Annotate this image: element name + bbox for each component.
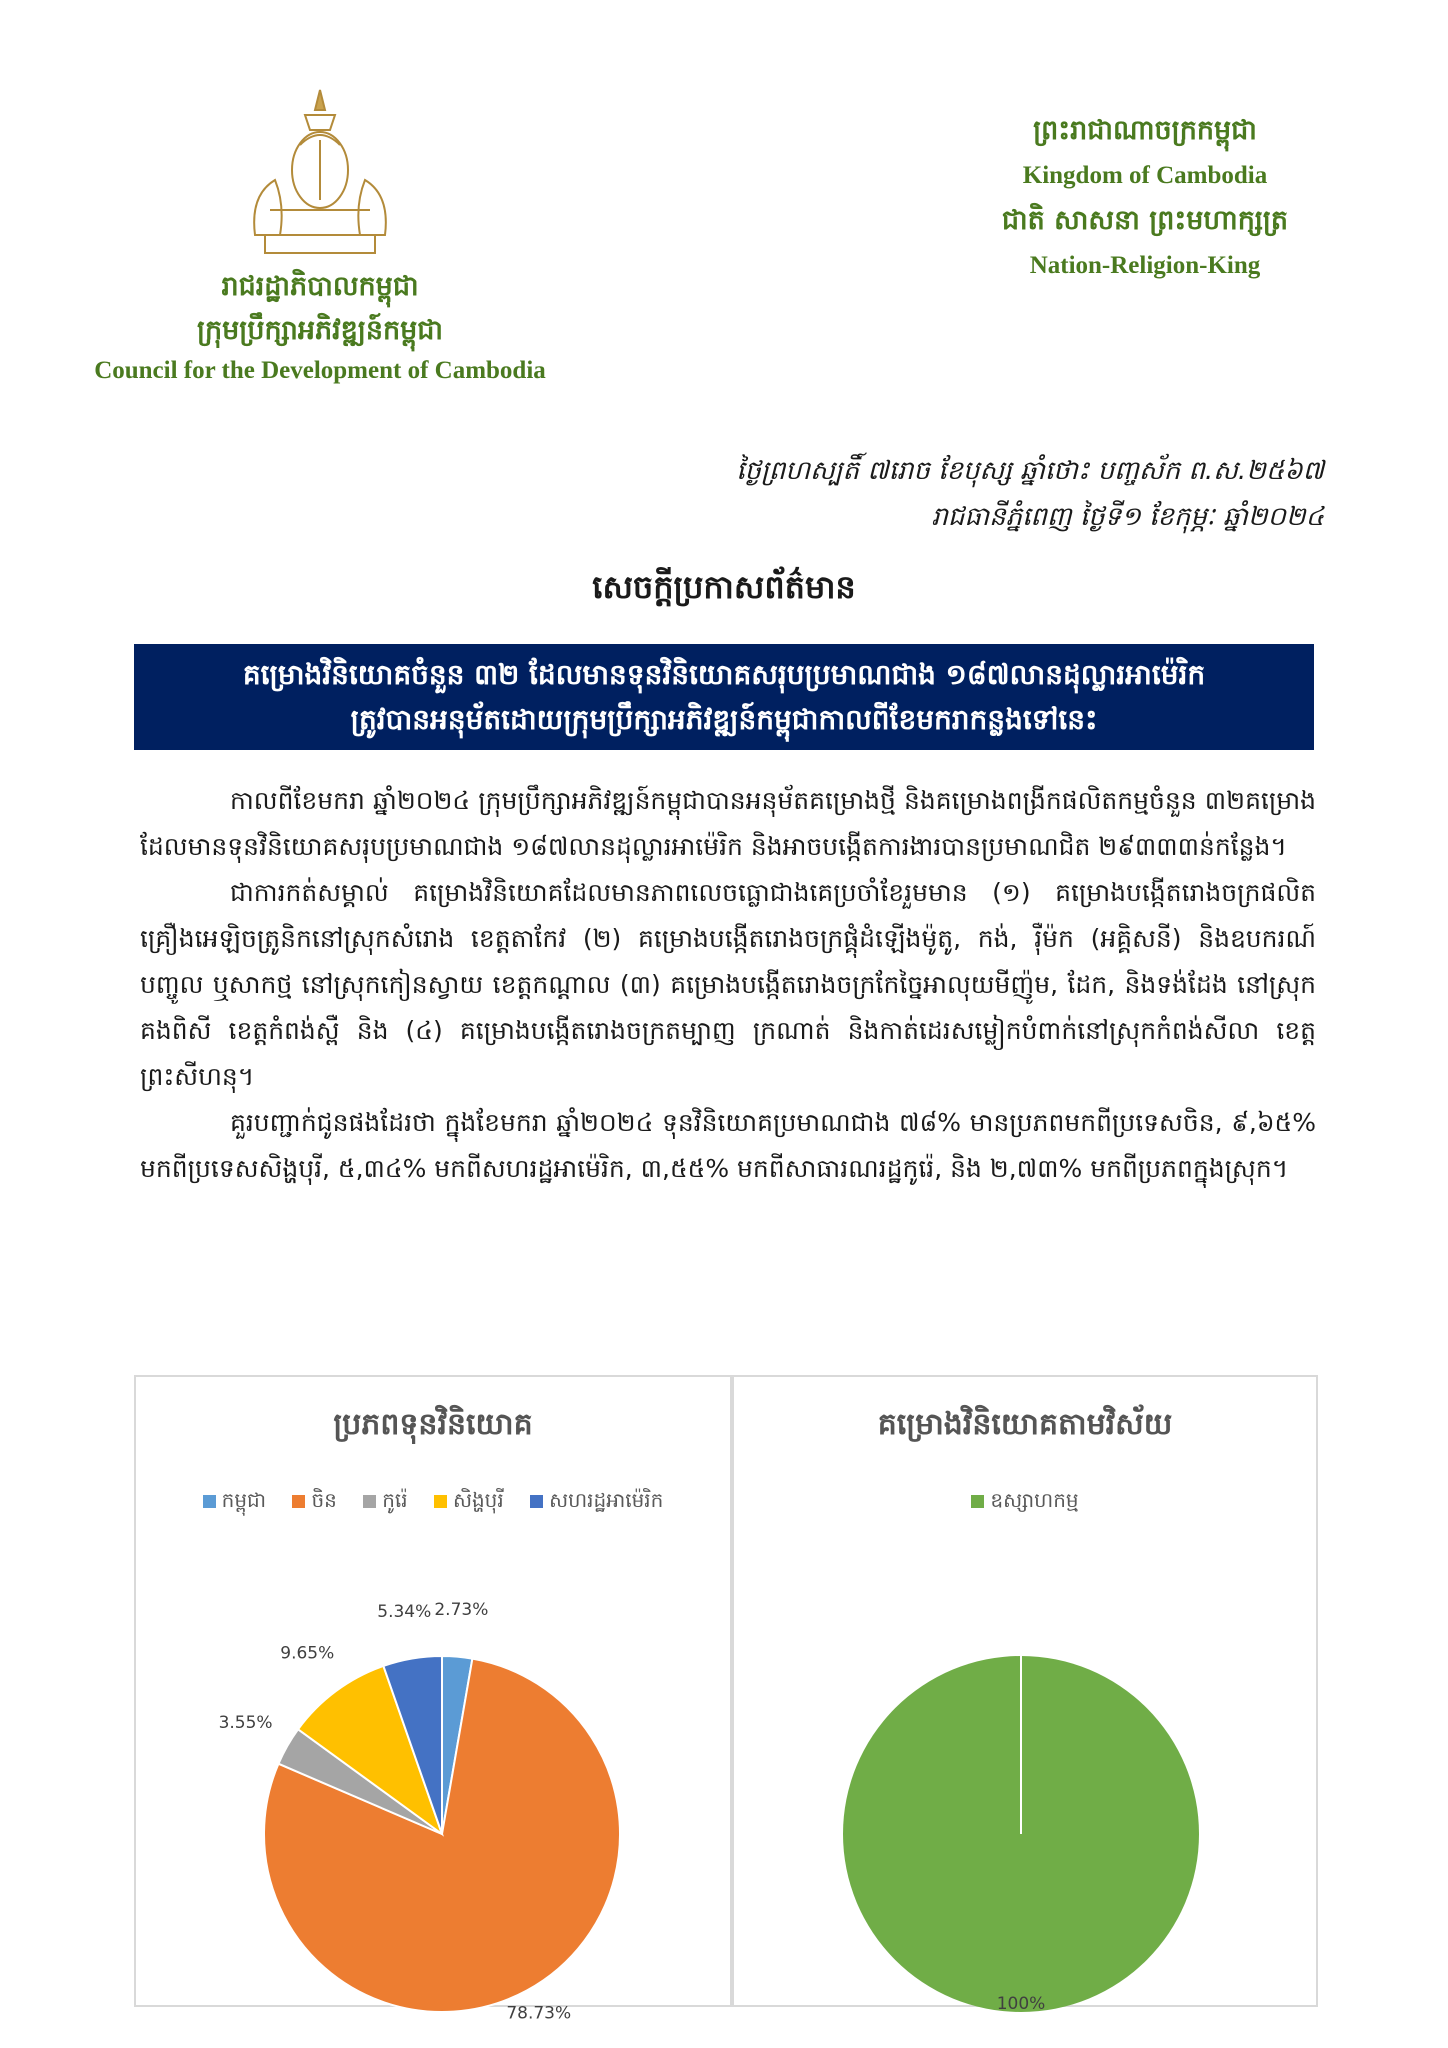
pie-data-label: 9.65% xyxy=(280,1643,335,1664)
chart-title: គម្រោងវិនិយោគតាមវិស័យ xyxy=(877,1407,1173,1442)
lunar-date: ថ្ងៃព្រហស្បតិ៍ ៧រោច ខែបុស្ស ឆ្នាំថោះ បញ្ចស័ក ព.ស.២៥៦៧ xyxy=(736,456,1324,486)
pie-data-label: 100% xyxy=(996,1994,1046,2015)
pie-data-label: 3.55% xyxy=(218,1713,273,1734)
chart-title: ប្រភពទុនវិនិយោគ xyxy=(333,1407,533,1442)
pie-data-label: 5.34% xyxy=(377,1602,432,1623)
headline-line-1: គម្រោងវិនិយោគចំនួន ៣២ ដែលមានទុនវិនិយោគសរុបប្រមាណជាង ១៨៧លានដុល្លារអាម៉េរិក xyxy=(242,658,1206,691)
legend-label: ឧស្សាហកម្ម xyxy=(990,1488,1079,1512)
pie-data-label: 2.73% xyxy=(434,1599,489,1620)
pie-chart-1 xyxy=(136,1377,730,2024)
date-block xyxy=(736,448,1324,540)
headline-banner xyxy=(134,644,1314,750)
paragraph-3: គួរបញ្ជាក់ជូនផងដែរថា ក្នុងខែមករា ឆ្នាំ២០២៤ ទុនវិនិយោគប្រមាណជាង ៧៨% មានប្រភពមកពីប្រទេសចិន, ៩,៦៥% មកពីប្រទេសសិង្ហបុរី, ៥,៣៤% មកពីសហរដ្ឋអាម៉េរិក, ៣,៥៥% មកពីសាធារណរដ្ឋកូរ៉េ, និង ២,៧៣% មកពីប្រភពក្នុងស្រុក។ xyxy=(140,1108,1316,1183)
legend-label: ចិន xyxy=(311,1488,337,1512)
motto-en: Nation-Religion-King xyxy=(1029,252,1261,279)
legend-label: កូរ៉េ xyxy=(382,1488,408,1512)
motto-kh: ជាតិ សាសនា ព្រះមហាក្សត្រ xyxy=(1001,205,1289,236)
organization-header xyxy=(60,85,580,385)
headline-line-2: ត្រូវបានអនុម័តដោយក្រុមប្រឹក្សាអភិវឌ្ឍន៍កម្ពុជាកាលពីខែមករាកន្លងទៅនេះ xyxy=(350,703,1098,736)
solar-date: រាជធានីភ្នំពេញ ថ្ងៃទី១ ខែកុម្ភៈ ឆ្នាំ២០២៤ xyxy=(931,502,1324,532)
government-name: រាជរដ្ឋាភិបាលកម្ពុជា xyxy=(221,271,419,302)
legend-label: សហរដ្ឋអាម៉េរិក xyxy=(549,1488,664,1512)
body-text xyxy=(140,778,1316,1192)
kingdom-header xyxy=(950,108,1340,288)
paragraph-1: កាលពីខែមករា ឆ្នាំ២០២៤ ក្រុមប្រឹក្សាអភិវឌ្ឍន៍កម្ពុជាបានអនុម័តគម្រោងថ្មី និងគម្រោងពង្រីកផលិតកម្មចំនួន ៣២គម្រោង ដែលមានទុនវិនិយោគសរុបប្រមាណជាង ១៨៧លានដុល្លារអាម៉េរិក និងអាចបង្កើតការងារបានប្រមាណជិត ២៩៣៣៣ន់កន្លែង។ xyxy=(140,786,1316,861)
legend-label: សិង្ហបុរី xyxy=(452,1488,504,1512)
pie-data-label: 78.73% xyxy=(506,2003,572,2024)
council-name-kh: ក្រុមប្រឹក្សាអភិវឌ្ឍន៍កម្ពុជា xyxy=(196,315,443,346)
pie-chart-2 xyxy=(734,1377,1316,2015)
press-release-title: សេចក្តីប្រកាសព័ត៌មាន xyxy=(592,568,856,606)
legend-label: កម្ពុជា xyxy=(221,1488,267,1512)
kingdom-en: Kingdom of Cambodia xyxy=(1022,162,1268,189)
chart-investment-source xyxy=(134,1375,732,2024)
royal-emblem-icon xyxy=(225,85,415,265)
paragraph-2: ជាការកត់សម្គាល់ គម្រោងវិនិយោគដែលមានភាពលេចធ្លោជាងគេប្រចាំខែរួមមាន (១) គម្រោងបង្កើតរោងចក្រផលិតគ្រឿងអេឡិចត្រូនិកនៅស្រុកសំរោង ខេត្តតាកែវ (២) គម្រោងបង្កើតរោងចក្រផ្គុំដំឡើងម៉ូតូ, កង់, រ៉ឺម៉ក (អគ្គិសនី) និងឧបករណ៍បញ្ចូល ឬសាកថ្ម នៅស្រុកកៀនស្វាយ ខេត្តកណ្តាល (៣) គម្រោងបង្កើតរោងចក្រកែច្នៃអាលុយមីញ៉ូម, ដែក, និងទង់ដែង នៅស្រុកគងពិសី ខេត្តកំពង់ស្ពឺ និង (៤) គម្រោងបង្កើតរោងចក្រតម្បាញ ក្រណាត់ និងកាត់ដេរសម្លៀកបំពាក់នៅស្រុកកំពង់សីលា ខេត្តព្រះសីហនុ។ xyxy=(140,878,1316,1091)
council-name-en: Council for the Development of Cambodia xyxy=(94,357,546,384)
kingdom-kh: ព្រះរាជាណាចក្រកម្ពុជា xyxy=(1033,115,1257,146)
chart-investment-sector xyxy=(732,1375,1318,2015)
